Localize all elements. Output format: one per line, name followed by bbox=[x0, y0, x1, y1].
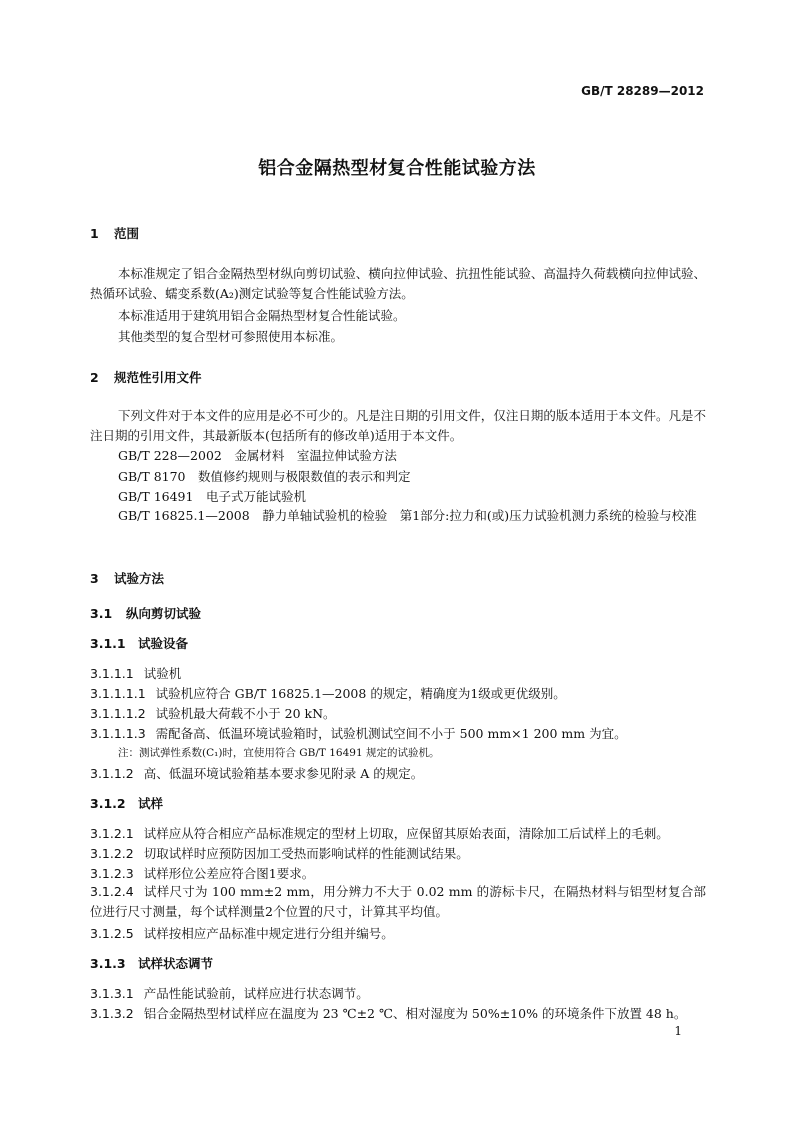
standard-number: GB/T 28289—2012 bbox=[581, 84, 704, 98]
section-number: 3.1.1 bbox=[90, 636, 126, 651]
clause-text: 试样应从符合相应产品标准规定的型材上切取，应保留其原始表面，清除加工后试样上的毛刺。 bbox=[143, 826, 669, 841]
clause bbox=[90, 704, 336, 722]
document-title: 铝合金隔热型材复合性能试验方法 bbox=[258, 158, 536, 179]
clause bbox=[90, 764, 423, 782]
reference-item: GB/T 16825.1—2008 静力单轴试验机的检验 第1部分:拉力和(或)压力试验机测力系统的检验与校准 bbox=[118, 508, 697, 523]
clause-text: 试验机最大荷载不小于 20 kN。 bbox=[155, 706, 336, 721]
clause-text: 铝合金隔热型材试样应在温度为 23 ℃±2 ℃、相对湿度为 50%±10% 的环境条件下放置 48 h。 bbox=[143, 1006, 687, 1021]
section-title: 范围 bbox=[114, 226, 140, 241]
clause bbox=[90, 984, 369, 1002]
clause bbox=[90, 882, 706, 922]
subsection-heading bbox=[90, 794, 163, 812]
clause bbox=[90, 664, 181, 682]
clause-text: 高、低温环境试验箱基本要求参见附录 A 的规定。 bbox=[143, 766, 424, 781]
clause-number: 3.1.3.1 bbox=[90, 986, 134, 1001]
clause-number: 3.1.1.1 bbox=[90, 666, 134, 681]
reference-item: GB/T 228—2002 金属材料 室温拉伸试验方法 bbox=[118, 448, 397, 463]
clause-number: 3.1.2.3 bbox=[90, 866, 134, 881]
paragraph: 本标准适用于建筑用铝合金隔热型材复合性能试验。 bbox=[118, 308, 406, 323]
section-number: 2 bbox=[90, 370, 99, 385]
section-3-heading bbox=[90, 569, 164, 587]
clause-number: 3.1.2.2 bbox=[90, 846, 134, 861]
clause bbox=[90, 864, 314, 882]
section-1-heading bbox=[90, 224, 139, 242]
section-title: 试样状态调节 bbox=[138, 956, 214, 971]
clause bbox=[90, 924, 394, 942]
section-title: 试验设备 bbox=[138, 636, 189, 651]
clause bbox=[90, 684, 566, 702]
section-number: 3.1.2 bbox=[90, 796, 126, 811]
paragraph: 其他类型的复合型材可参照使用本标准。 bbox=[118, 329, 344, 344]
clause bbox=[90, 1004, 686, 1022]
paragraph: 下列文件对于本文件的应用是必不可少的。凡是注日期的引用文件，仅注日期的版本适用于本文件。凡是不注日期的引用文件，其最新版本(包括所有的修改单)适用于本文件。 bbox=[90, 408, 706, 443]
clause bbox=[90, 724, 627, 742]
section-number: 1 bbox=[90, 226, 99, 241]
clause-text: 试验机应符合 GB/T 16825.1—2008 的规定，精确度为1级或更优级别。 bbox=[155, 686, 566, 701]
clause-number: 3.1.1.1.3 bbox=[90, 726, 146, 741]
paragraph: 本标准规定了铝合金隔热型材纵向剪切试验、横向拉伸试验、抗扭性能试验、高温持久荷载横向拉伸试验、热循环试验、蠕变系数(A₂)测定试验等复合性能试验方法。 bbox=[90, 266, 706, 301]
clause-text: 试样形位公差应符合图1要求。 bbox=[143, 866, 315, 881]
clause-number: 3.1.1.1.2 bbox=[90, 706, 146, 721]
clause-number: 3.1.2.5 bbox=[90, 926, 134, 941]
section-title: 试验方法 bbox=[114, 571, 165, 586]
clause-number: 3.1.1.1.1 bbox=[90, 686, 146, 701]
reference-item: GB/T 16491 电子式万能试验机 bbox=[118, 489, 306, 504]
clause-text: 试验机 bbox=[143, 666, 182, 681]
section-number: 3.1.3 bbox=[90, 956, 126, 971]
clause-text: 需配备高、低温环境试验箱时，试验机测试空间不小于 500 mm×1 200 mm 为宜。 bbox=[155, 726, 627, 741]
section-2-heading bbox=[90, 368, 202, 386]
subsection-heading bbox=[90, 604, 201, 622]
note: 注：测试弹性系数(C₁)时，宜使用符合 GB/T 16491 规定的试验机。 bbox=[118, 747, 440, 759]
clause bbox=[90, 844, 469, 862]
clause-number: 3.1.1.2 bbox=[90, 766, 134, 781]
clause-text: 切取试样时应预防因加工受热而影响试样的性能测试结果。 bbox=[143, 846, 469, 861]
section-title: 试样 bbox=[138, 796, 164, 811]
section-number: 3 bbox=[90, 571, 99, 586]
section-title: 纵向剪切试验 bbox=[126, 606, 202, 621]
reference-item: GB/T 8170 数值修约规则与极限数值的表示和判定 bbox=[118, 469, 411, 484]
clause-text: 试样尺寸为 100 mm±2 mm，用分辨力不大于 0.02 mm 的游标卡尺，在隔热材料与铝型材复合部位进行尺寸测量，每个试样测量2个位置的尺寸，计算其平均值。 bbox=[90, 884, 706, 919]
clause-text: 试样按相应产品标准中规定进行分组并编号。 bbox=[143, 926, 394, 941]
clause-number: 3.1.3.2 bbox=[90, 1006, 134, 1021]
page-number: 1 bbox=[674, 1024, 682, 1038]
clause bbox=[90, 824, 669, 842]
clause-text: 产品性能试验前，试样应进行状态调节。 bbox=[143, 986, 369, 1001]
clause-number: 3.1.2.1 bbox=[90, 826, 134, 841]
clause-number: 3.1.2.4 bbox=[90, 884, 134, 899]
subsection-heading bbox=[90, 634, 188, 652]
subsection-heading bbox=[90, 954, 213, 972]
section-number: 3.1 bbox=[90, 606, 113, 621]
section-title: 规范性引用文件 bbox=[114, 370, 202, 385]
